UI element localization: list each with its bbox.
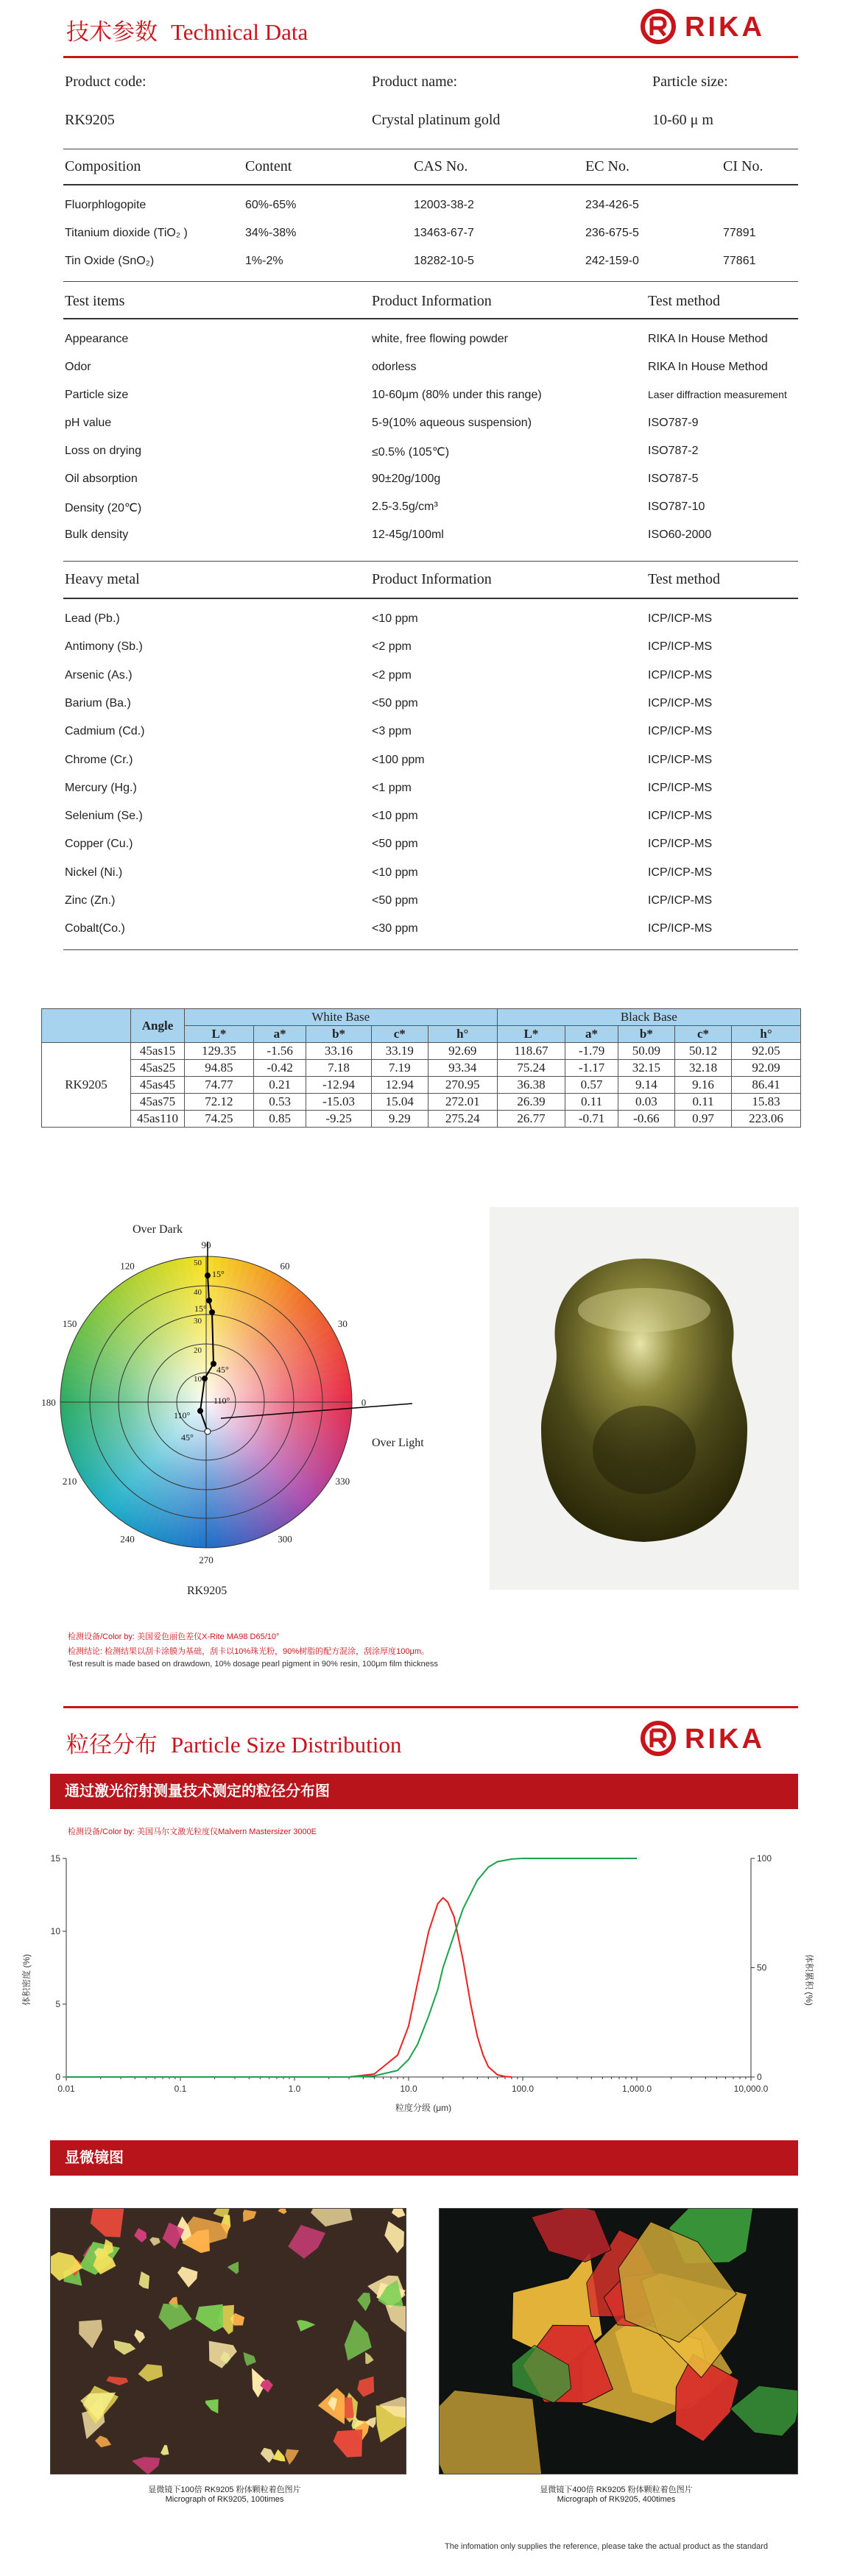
psd-xtick-label: 1.0 [288,2084,301,2094]
sub-header: L* [497,1026,565,1043]
angle-marker-label: 15° [212,1269,225,1279]
psd-ytick-label: 10 [50,1926,60,1936]
test-cell: white, free flowing powder [372,333,508,345]
angle-marker-label: 45° [216,1365,229,1375]
white-base-cell: 7.19 [371,1060,428,1077]
black-base-cell: 0.57 [565,1077,618,1094]
heavy-metal-cell: Chrome (Cr.) [65,753,133,766]
composition-cell: 13463-67-7 [414,227,474,239]
content-header: Content [245,158,292,174]
black-base-cell: 50.09 [618,1043,674,1060]
white-base-cell: 7.18 [306,1060,371,1077]
test-cell: 5-9(10% aqueous suspension) [372,417,532,429]
heavy-metal-cell: <10 ppm [372,866,418,879]
sub-header: c* [674,1026,731,1043]
wheel-angle-label: 270 [199,1554,214,1565]
angle-cell: 45as75 [131,1094,185,1111]
black-base-cell: 0.03 [618,1094,674,1111]
micrograph-400x-caption: 显微镜下400倍 RK9205 粉体颗粒着色图片 Micrograph of RK9205, 400times [540,2485,693,2504]
heavy-metal-cell: <50 ppm [372,894,418,907]
black-base-cell: 50.12 [674,1043,731,1060]
black-base-cell: 15.83 [732,1094,801,1111]
test-cell: odorless [372,361,417,373]
rika-logo-icon [639,1719,677,1758]
psd-device-note: 检测设备/Color by: 美国马尔文激光粒度仪Malvern Mastersizer 3000E [68,1827,317,1836]
psd-xtick-label: 10.0 [400,2084,417,2094]
psd-banner: 通过激光衍射测量技术测定的粒径分布图 [50,1774,798,1809]
micrograph-100x [50,2208,406,2474]
white-base-cell: 0.53 [253,1094,306,1111]
page-title: 技术参数 Technical Data [66,19,308,45]
table-row [42,1043,801,1060]
measure-point [205,1429,211,1434]
black-base-cell: 92.09 [732,1060,801,1077]
heavy-metal-cell: ICP/ICP-MS [648,640,713,654]
test-cell: Bulk density [65,528,129,541]
test-cell: 12-45g/100ml [372,528,444,541]
composition-cell: 1%-2% [245,255,283,267]
composition-header: Composition [65,158,141,174]
heavy-metal-cell: <2 ppm [372,640,412,654]
psd-ytick-label: 5 [55,1999,60,2009]
heavy-metal-cell: Arsenic (As.) [65,668,133,682]
psd-y2tick-label: 100 [757,1853,772,1864]
composition-cell: 242-159-0 [585,255,639,267]
psd-ytick-label: 0 [55,2072,60,2082]
heavy-metal-cell: Barium (Ba.) [65,696,131,710]
black-base-cell: -1.17 [565,1060,618,1077]
wheel-angle-label: 210 [62,1476,77,1487]
section-divider [63,1706,798,1708]
black-base-cell: 26.77 [497,1111,565,1128]
wheel-ring-label: 50 [194,1259,202,1267]
composition-cell: 18282-10-5 [414,255,474,267]
black-base-cell: 36.38 [497,1077,565,1094]
white-base-cell: -9.25 [306,1111,371,1128]
heavy-metal-cell: Lead (Pb.) [65,612,120,625]
divider [63,281,798,282]
heavy-metal-cell: <50 ppm [372,696,418,710]
composition-cell: 12003-38-2 [414,199,474,211]
white-base-cell: -1.56 [253,1043,306,1060]
composition-cell: 60%-65% [245,199,297,211]
color-by-note: 检测设备/Color by: 美国爱色丽色差仪X-Rite MA98 D65/10° [68,1632,280,1641]
rika-logo [639,1719,765,1758]
test-method-header: Test method [648,293,721,309]
wheel-angle-label: 240 [120,1533,135,1545]
white-base-cell: -15.03 [306,1094,371,1111]
test-cell: ISO787-9 [648,417,699,429]
particle-size-label: Particle size: [652,74,728,90]
test-items-header: Test items [65,293,125,309]
white-base-cell: 12.94 [371,1077,428,1094]
divider [63,318,798,319]
white-base-header: White Base [185,1009,498,1026]
wheel-angle-label: 300 [278,1533,292,1545]
composition-cell: Titanium dioxide (TiO₂ ) [65,227,188,239]
white-base-cell: 129.35 [185,1043,254,1060]
table-row [42,1077,801,1094]
product-name-value: Crystal platinum gold [372,112,501,128]
test-cell: pH value [65,417,112,429]
heavy-metal-cell: ICP/ICP-MS [648,866,713,879]
angle-marker-label: 45° [181,1432,194,1443]
wheel-angle-label: 330 [335,1476,350,1487]
test-cell: 10-60μm (80% under this range) [372,389,542,401]
psd-xtick-label: 0.1 [174,2084,187,2094]
white-base-cell: 93.34 [428,1060,497,1077]
particle-flake [439,2390,543,2474]
remark-note: 检测结论: 检测结果以刮卡涂膜为基础，刮卡以10%珠光粉，90%树脂的配方混涂，刮涂厚度100μm。 [68,1647,429,1656]
psd-xtick-label: 1,000.0 [621,2084,652,2094]
white-base-cell: 9.29 [371,1111,428,1128]
color-data-table [41,1008,801,1128]
heavy-metal-cell: <3 ppm [372,725,412,738]
black-base-cell: 0.11 [674,1094,731,1111]
wheel-angle-label: 0 [361,1397,367,1408]
heavy-metal-cell: Selenium (Se.) [65,810,143,823]
wheel-angle-label: 60 [280,1260,290,1272]
heavy-metal-cell: <30 ppm [372,922,418,935]
sub-header: h° [428,1026,497,1043]
measure-point [198,1409,203,1414]
micrograph-100x-caption: 显微镜下100倍 RK9205 粉体颗粒着色图片 Micrograph of RK9205, 100times [148,2485,301,2504]
black-base-cell: 118.67 [497,1043,565,1060]
measure-point [210,1310,215,1315]
heavy-method-header: Test method [648,571,721,587]
sub-header: a* [565,1026,618,1043]
cas-header: CAS No. [414,158,468,174]
black-base-cell: 9.16 [674,1077,731,1094]
micrograph-400x [439,2208,798,2474]
psd-ytick-label: 15 [50,1853,60,1864]
white-base-cell: 74.25 [185,1111,254,1128]
wheel-product-label: RK9205 [187,1585,227,1597]
remark-note-en: Test result is made based on drawdown, 10% dosage pearl pigment in 90% resin, 100μm film thickness [68,1660,438,1669]
over-dark-label: Over Dark [133,1223,183,1236]
white-base-cell: 33.19 [371,1043,428,1060]
over-light-label: Over Light [372,1437,424,1449]
heavy-metal-cell: ICP/ICP-MS [648,894,713,907]
psd-y2tick-label: 50 [757,1962,767,1973]
test-cell: Laser diffraction measurement [648,389,787,400]
wheel-angle-label: 150 [62,1318,77,1329]
heavy-metal-cell: <100 ppm [372,753,425,766]
heavy-metal-cell: ICP/ICP-MS [648,668,713,682]
test-cell: Appearance [65,333,129,345]
wheel-angle-label: 30 [337,1318,348,1329]
white-base-cell: 74.77 [185,1077,254,1094]
wheel-ring-label: 20 [194,1346,202,1355]
black-base-cell: 0.97 [674,1111,731,1128]
sub-header: L* [185,1026,254,1043]
test-cell: 2.5-3.5g/cm³ [372,500,438,513]
psd-ylabel: 体积密度 (%) [21,1954,32,2006]
logo-wordmark: RIKA [685,1724,765,1755]
black-base-cell: 26.39 [497,1094,565,1111]
heavy-metal-cell: ICP/ICP-MS [648,838,713,851]
heavy-metal-cell: ICP/ICP-MS [648,725,713,738]
cumulative-series-line [66,1858,637,2077]
angle-cell: 45as15 [131,1043,185,1060]
rika-logo-icon [639,7,677,46]
test-cell: Particle size [65,389,129,401]
test-cell: ISO787-2 [648,445,699,457]
heavy-metal-cell: Copper (Cu.) [65,838,133,851]
heavy-metal-cell: Nickel (Ni.) [65,866,123,879]
black-base-cell: 0.11 [565,1094,618,1111]
white-base-cell: 275.24 [428,1111,497,1128]
product-cell: RK9205 [42,1043,131,1128]
rika-logo [639,7,765,46]
psd-xtick-label: 0.01 [57,2084,75,2094]
logo-wordmark: RIKA [685,12,765,43]
test-cell: Loss on drying [65,445,142,457]
heavy-metal-cell: ICP/ICP-MS [648,753,713,766]
heavy-info-header: Product Information [372,571,492,587]
wheel-angle-label: 120 [120,1260,135,1272]
psd-xlabel: 粒度分级 (μm) [395,2103,452,2113]
angle-marker-label: 15° [194,1303,207,1314]
black-base-cell: -0.71 [565,1111,618,1128]
heavy-metal-cell: Mercury (Hg.) [65,781,137,794]
wheel-ring-label: 40 [194,1288,202,1297]
white-base-cell: -12.94 [306,1077,371,1094]
divider [63,949,798,950]
heavy-metal-cell: ICP/ICP-MS [648,810,713,823]
heavy-metal-cell: ICP/ICP-MS [648,696,713,710]
heavy-metal-cell: <1 ppm [372,781,412,794]
wheel-ring-label: 30 [194,1317,202,1326]
ec-header: EC No. [585,158,629,174]
product-info-header: Product Information [372,293,492,309]
measure-point [205,1273,211,1278]
test-cell: ISO787-10 [648,500,705,513]
heavy-metal-cell: <10 ppm [372,810,418,823]
black-base-cell: -0.66 [618,1111,674,1128]
angle-cell: 45as45 [131,1077,185,1094]
test-cell: 90±20g/100g [372,473,441,485]
divider [63,561,798,562]
divider [63,184,798,185]
product-code-value: RK9205 [65,112,115,128]
white-base-cell: -0.42 [253,1060,306,1077]
black-base-cell: 86.41 [732,1077,801,1094]
particle-size-value: 10-60 μ m [652,112,713,128]
black-base-cell: 223.06 [732,1111,801,1128]
angle-cell: 45as25 [131,1060,185,1077]
test-cell: Oil absorption [65,473,138,485]
composition-cell: 77891 [723,227,756,239]
sub-header: c* [371,1026,428,1043]
composition-cell: Fluorphlogopite [65,199,147,211]
test-cell: ISO787-5 [648,473,699,485]
test-cell: Odor [65,361,91,373]
composition-cell: 34%-38% [245,227,297,239]
test-cell: RIKA In House Method [648,361,768,373]
psd-y2tick-label: 0 [757,2072,762,2082]
measure-point [207,1298,212,1303]
heavy-metal-cell: Antimony (Sb.) [65,640,143,654]
sub-header: h° [732,1026,801,1043]
sub-header: b* [306,1026,371,1043]
heavy-metal-cell: ICP/ICP-MS [648,612,713,625]
white-base-cell: 92.69 [428,1043,497,1060]
black-base-header: Black Base [497,1009,800,1026]
psd-xtick-label: 100.0 [511,2084,535,2094]
product-code-label: Product code: [65,74,147,90]
test-cell: ISO60-2000 [648,528,712,541]
heavy-metal-cell: <50 ppm [372,838,418,851]
color-swatch-image [490,1207,799,1590]
psd-y2label: 体积累积 (%) [804,1954,814,2006]
white-base-cell: 72.12 [185,1094,254,1111]
sub-header: b* [618,1026,674,1043]
table-row [42,1094,801,1111]
black-base-cell: 9.14 [618,1077,674,1094]
test-cell: RIKA In House Method [648,333,768,345]
measure-point [211,1362,216,1367]
micro-banner: 显微镜图 [50,2140,798,2176]
heavy-metal-cell: ICP/ICP-MS [648,781,713,794]
heavy-metal-cell: <2 ppm [372,668,412,682]
white-base-cell: 94.85 [185,1060,254,1077]
table-corner [42,1009,131,1043]
heavy-metal-cell: Zinc (Zn.) [65,894,116,907]
psd-xtick-label: 10,000.0 [733,2084,769,2094]
density-series-line [66,1898,512,2078]
psd-title: 粒径分布 Particle Size Distribution [66,1732,402,1758]
wheel-ring-label: 10 [194,1375,202,1384]
sub-header: a* [253,1026,306,1043]
ci-header: CI No. [723,158,763,174]
white-base-cell: 0.21 [253,1077,306,1094]
black-base-cell: 32.15 [618,1060,674,1077]
heavy-metal-cell: Cobalt(Co.) [65,922,125,935]
heavy-metal-cell: <10 ppm [372,612,418,625]
color-wheel [37,1207,449,1619]
composition-cell: 236-675-5 [585,227,639,239]
table-row [42,1111,801,1128]
product-name-label: Product name: [372,74,458,90]
angle-header: Angle [131,1009,185,1043]
psd-chart [15,1847,825,2120]
white-base-cell: 33.16 [306,1043,371,1060]
header-divider [63,56,798,58]
black-base-cell: -1.79 [565,1043,618,1060]
angle-marker-label: 110° [214,1395,230,1406]
composition-cell: 234-426-5 [585,199,639,211]
table-row [42,1060,801,1077]
wheel-angle-label: 90 [201,1239,211,1250]
test-cell: Density (20℃) [65,502,142,514]
heavy-metal-cell: ICP/ICP-MS [648,922,713,935]
black-base-cell: 75.24 [497,1060,565,1077]
black-base-cell: 92.05 [732,1043,801,1060]
white-base-cell: 270.95 [428,1077,497,1094]
composition-cell: 77861 [723,255,756,267]
heavy-metal-header: Heavy metal [65,571,140,587]
white-base-cell: 15.04 [371,1094,428,1111]
angle-cell: 45as110 [131,1111,185,1128]
white-base-cell: 272.01 [428,1094,497,1111]
angle-marker-label: 110° [174,1410,191,1420]
test-cell: ≤0.5% (105℃) [372,446,450,459]
composition-cell: Tin Oxide (SnO₂) [65,255,155,267]
measure-point [202,1376,208,1381]
divider [63,598,798,599]
heavy-metal-cell: Cadmium (Cd.) [65,725,145,738]
footer-note: The infomation only supplies the reference, please take the actual product as the standard [445,2542,769,2551]
white-base-cell: 0.85 [253,1111,306,1128]
wheel-angle-label: 180 [41,1397,56,1408]
black-base-cell: 32.18 [674,1060,731,1077]
